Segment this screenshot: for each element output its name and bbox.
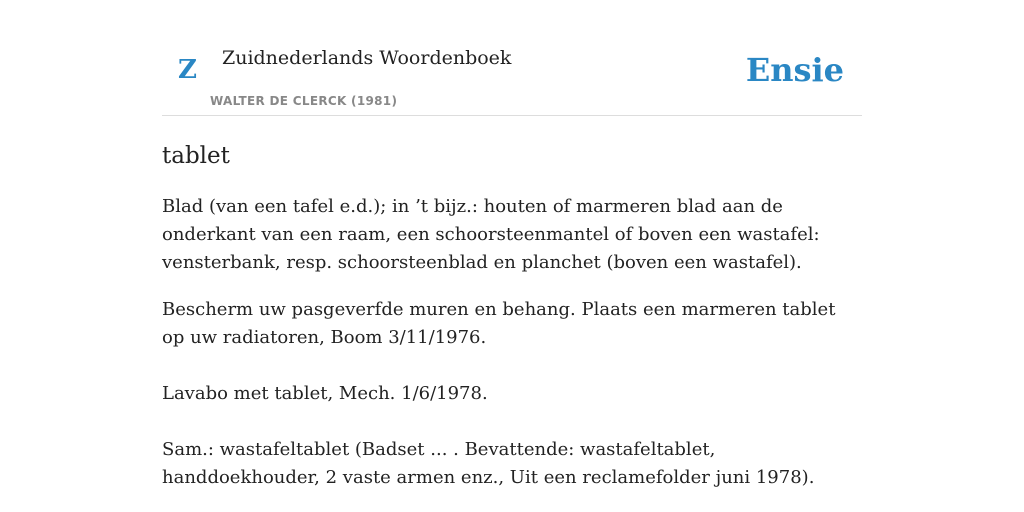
ensie-logo-link[interactable]: Ensie (745, 51, 844, 89)
page-container (162, 0, 862, 492)
dictionary-title-link[interactable]: Zuidnederlands Woordenboek (222, 47, 512, 69)
entry-example: Lavabo met tablet, Mech. 1/6/1978. (162, 383, 488, 404)
entry-example: Bescherm uw pasgeverfde muren en behang. Plaats een marmeren tablet op uw radiatoren, Boom 3/11/1976. (162, 299, 836, 348)
page-header (162, 0, 862, 116)
entry-example: Sam.: wastafeltablet (Badset ... . Bevattende: wastafeltablet, handdoekhouder, 2 vaste armen enz., Uit een reclamefolder juni 1978). (162, 439, 815, 488)
entry-headword: tablet (162, 143, 230, 169)
dictionary-author: WALTER DE CLERCK (1981) (210, 94, 398, 108)
entry-definition: Blad (van een tafel e.d.); in ’t bijz.: houten of marmeren blad aan de onderkant van een raam, een schoorsteenmantel of boven een wastafel: vensterbank, resp. schoorsteenblad en planchet (boven een wastafel). (162, 196, 820, 273)
dictionary-logo-link[interactable]: Z (178, 55, 197, 85)
